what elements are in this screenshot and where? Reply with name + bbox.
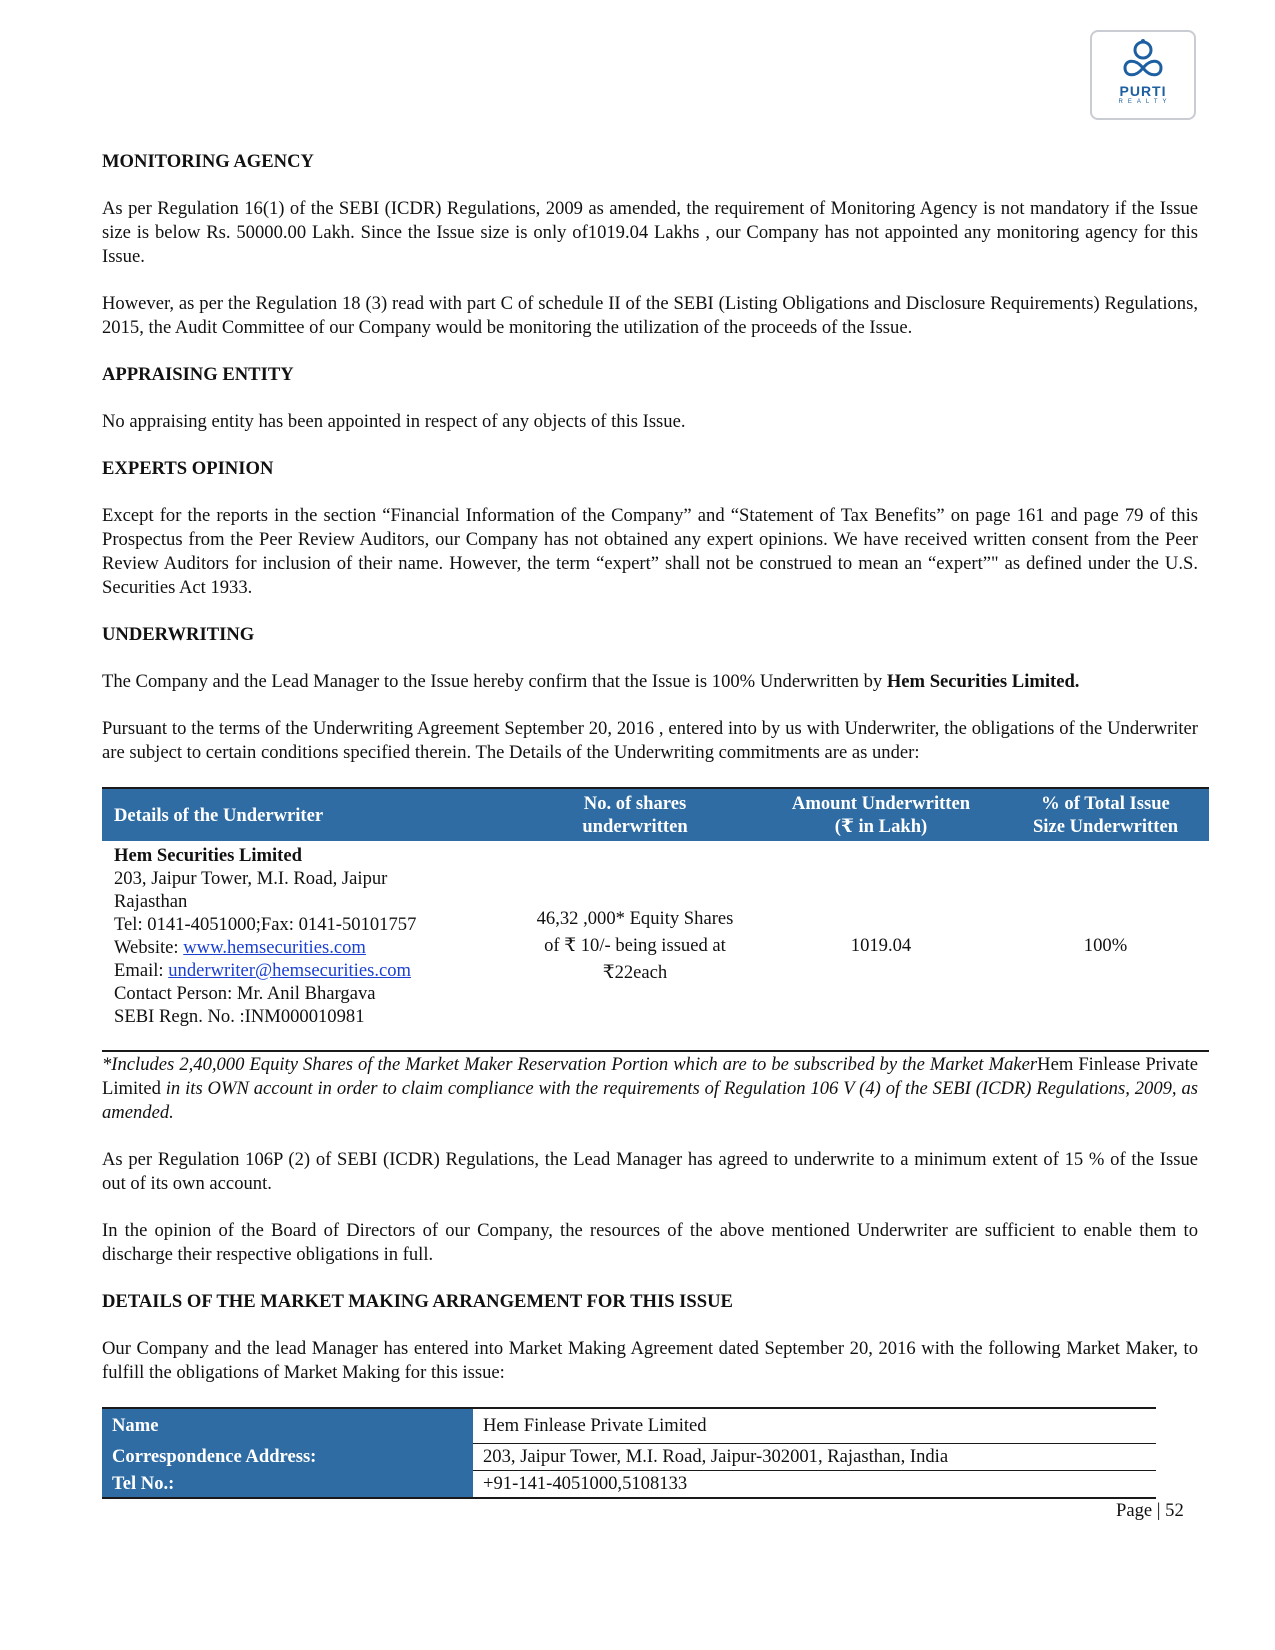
- market-maker-address-value: 203, Jaipur Tower, M.I. Road, Jaipur-302001, Rajasthan, India: [473, 1444, 1156, 1471]
- header-shares: No. of shares underwritten: [510, 788, 760, 841]
- underwriter-sebi-regn: SEBI Regn. No. :INM000010981: [114, 1006, 365, 1027]
- underwriting-paragraph-3: As per Regulation 106P (2) of SEBI (ICDR) Regulations, the Lead Manager has agreed to underwrite to a minimum extent of 15 % of the Issue out of its own account.: [102, 1149, 1198, 1194]
- underwriting-paragraph-4: In the opinion of the Board of Directors of our Company, the resources of the above mentioned Underwriter are sufficient to enable them to discharge their respective obligations in full.: [102, 1220, 1198, 1265]
- page-number: Page | 52: [1116, 1500, 1184, 1521]
- appraising-heading: APPRAISING ENTITY: [102, 364, 294, 385]
- market-maker-name-label: Name: [102, 1408, 473, 1444]
- table-row: [102, 1471, 1156, 1499]
- underwriter-table: [102, 787, 1209, 1052]
- monitoring-paragraph-1: As per Regulation 16(1) of the SEBI (ICDR) Regulations, 2009 as amended, the requirement of Monitoring Agency is not mandatory if the Issue size is below Rs. 50000.00 Lakh. Since the Issue size is only of1019.04 Lakhs , our Company has not appointed any monitoring agency for this Issue.: [102, 198, 1198, 267]
- table-row: [102, 1408, 1156, 1444]
- table-row: [102, 841, 1209, 1051]
- underwriter-email-link[interactable]: underwriter@hemsecurities.com: [168, 960, 411, 981]
- underwriter-name: Hem Securities Limited: [114, 845, 302, 866]
- header-percentage: % of Total Issue Size Underwritten: [1002, 788, 1209, 841]
- market-maker-tel-value: +91-141-4051000,5108133: [473, 1471, 1156, 1499]
- underwriting-footnote: *Includes 2,40,000 Equity Shares of the Market Maker Reservation Portion which are to be subscribed by the Market MakerHem Finlease Private Limited in its OWN account in order to claim compliance with the requirements of Regulation 106 V (4) of the SEBI (ICDR) Regulations, 2009, as amended.: [102, 1054, 1198, 1123]
- underwriting-p1-text: The Company and the Lead Manager to the Issue hereby confirm that the Issue is 100% Underwritten by: [102, 671, 887, 692]
- amount-underwritten-cell: 1019.04: [850, 935, 912, 956]
- shares-underwritten-cell: 46,32 ,000* Equity Shares of ₹ 10/- being issued at ₹22each: [536, 908, 734, 983]
- experts-paragraph: Except for the reports in the section “Financial Information of the Company” and “Statement of Tax Benefits” on page 161 and page 79 of this Prospectus from the Peer Review Auditors, our Company has not obtained any expert opinions. We have received written consent from the Peer Review Auditors for inclusion of their name. However, the term “expert” shall not be construed to mean an “expert”" as defined under the U.S. Securities Act 1933.: [102, 505, 1198, 598]
- market-making-paragraph: Our Company and the lead Manager has entered into Market Making Agreement dated September 20, 2016 with the following Market Maker, to fulfill the obligations of Market Making for this issue:: [102, 1338, 1198, 1383]
- market-making-heading: DETAILS OF THE MARKET MAKING ARRANGEMENT FOR THIS ISSUE: [102, 1291, 733, 1312]
- appraising-paragraph: No appraising entity has been appointed in respect of any objects of this Issue.: [102, 411, 686, 432]
- underwriter-address-1: 203, Jaipur Tower, M.I. Road, Jaipur: [114, 868, 388, 889]
- underwriter-email-label: Email:: [114, 960, 169, 981]
- underwriter-tel: Tel: 0141-4051000;Fax: 0141-50101757: [114, 914, 417, 935]
- underwriter-contact: Contact Person: Mr. Anil Bhargava: [114, 983, 376, 1004]
- monitoring-paragraph-2: However, as per the Regulation 18 (3) read with part C of schedule II of the SEBI (Listing Obligations and Disclosure Requirements) Regulations, 2015, the Audit Committee of our Company would be monitoring the utilization of the proceeds of the Issue.: [102, 293, 1198, 338]
- purti-emblem-icon: [1113, 36, 1173, 84]
- underwriter-address-2: Rajasthan: [114, 891, 188, 912]
- document-body: [102, 150, 1198, 1499]
- experts-heading: EXPERTS OPINION: [102, 458, 274, 479]
- company-logo: [1090, 30, 1196, 120]
- header-details: Details of the Underwriter: [102, 788, 510, 841]
- underwriter-website-link[interactable]: www.hemsecurities.com: [183, 937, 366, 958]
- underwriter-name-bold: Hem Securities Limited.: [886, 671, 1080, 692]
- underwriter-website-label: Website:: [114, 937, 184, 958]
- underwriter-table-header: [102, 788, 1209, 841]
- underwriter-details-cell: [102, 841, 510, 1051]
- underwriting-heading: UNDERWRITING: [102, 624, 255, 645]
- monitoring-heading: MONITORING AGENCY: [102, 151, 314, 172]
- market-maker-tel-label: Tel No.:: [102, 1471, 473, 1499]
- logo-name: PURTI: [1119, 83, 1167, 99]
- market-maker-name-value: Hem Finlease Private Limited: [473, 1408, 1156, 1444]
- underwriting-paragraph-2: Pursuant to the terms of the Underwriting Agreement September 20, 2016 , entered into by us with Underwriter, the obligations of the Underwriter are subject to certain conditions specified therein. The Details of the Underwriting commitments are as under:: [102, 718, 1198, 763]
- header-amount: Amount Underwritten (₹ in Lakh): [760, 788, 1002, 841]
- underwriting-paragraph-1: [102, 670, 1198, 694]
- percentage-underwritten-cell: 100%: [1083, 935, 1128, 956]
- logo-subtitle: REALTY: [1118, 99, 1172, 105]
- market-maker-address-label: Correspondence Address:: [102, 1444, 473, 1471]
- table-row: [102, 1444, 1156, 1471]
- market-maker-table: [102, 1407, 1156, 1499]
